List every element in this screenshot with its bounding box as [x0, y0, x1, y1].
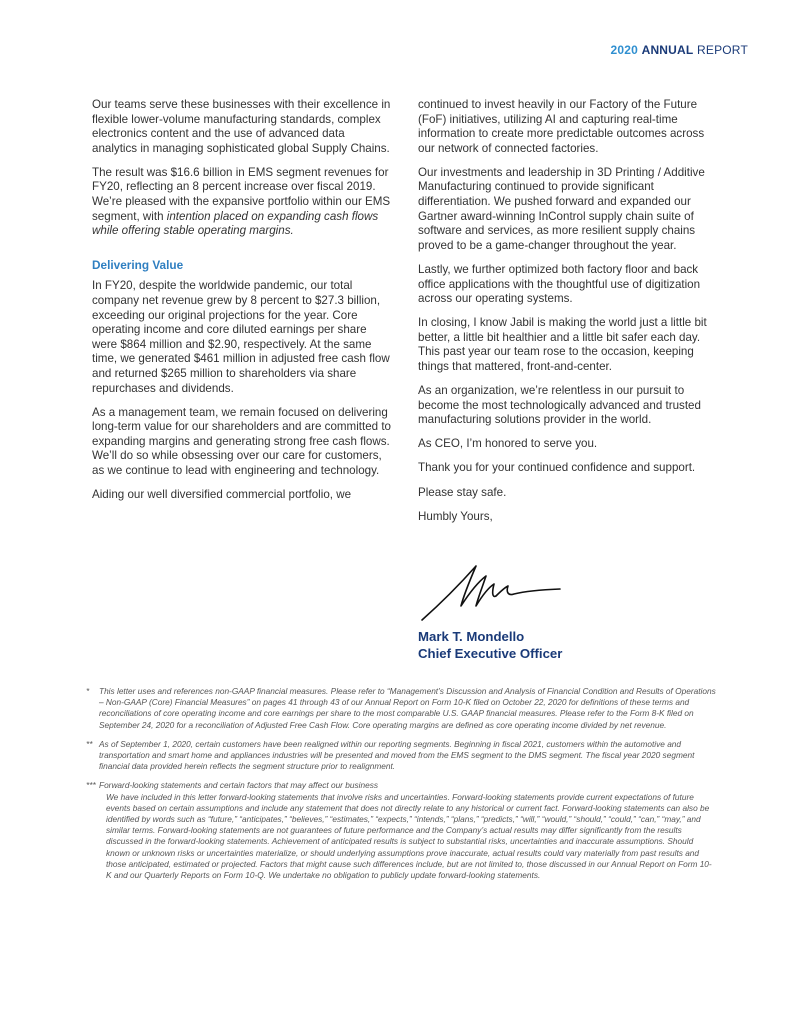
paragraph: Our teams serve these businesses with their excellence in flexible lower-volume manufacturing standards, complex electronics content and the use of advanced data analytics in managing sophisticated global Supply Chains.	[92, 98, 391, 155]
paragraph: As an organization, we’re relentless in our pursuit to become the most technologically advanced and trusted manufacturing solutions provider in the world.	[418, 384, 701, 427]
paragraph: Aiding our well diversified commercial portfolio, we	[92, 488, 352, 502]
paragraph-text: The result was $16.6 billion in EMS segment revenues for FY20, reflecting an 8 percent increase over fiscal 2019. We’re pleased with the expansive portfolio within our EMS segment, with	[92, 165, 391, 223]
paragraph: In FY20, despite the worldwide pandemic, our total company net revenue grew by 8 percent to $27.3 billion, exceeding our original projections for the year. Core operating income and core diluted earnings per share were $864 million and $2.90, respectively. At the same time, we generated $461 million in adjusted free cash flow and returned $265 million to shareholders via share repurchases and dividends.	[92, 279, 390, 395]
footnote	[86, 686, 717, 731]
paragraph	[92, 166, 392, 239]
footnotes	[86, 686, 717, 889]
footnote-title: Forward-looking statements and certain factors that may affect our business	[99, 780, 378, 791]
section-heading: Delivering Value	[92, 257, 184, 272]
paragraph-emphasis: intention placed on expanding cash flows while offering stable operating margins.	[92, 209, 379, 238]
paragraph: Humbly Yours,	[418, 509, 493, 523]
signature-image	[418, 562, 578, 622]
footnote-text: This letter uses and references non-GAAP financial measures. Please refer to “Management’s Discussion and Analysis of Financial Condition and Results of Operations – Non-GAAP (Core) Financial Measures” on pages 41 through 43 of our Annual Report on Form 10-K filed on October 22, 2020 for definitions of these terms and reconciliations of core operating income and core earnings per share to the most comparable U.S. GAAP financial measures. Please refer to the Form 8-K filed on September 24, 2020 for a reconciliation of Adjusted Free Cash Flow. Core operating margins are defined as core operating income divided by net revenue.	[99, 686, 716, 730]
paragraph: Please stay safe.	[418, 485, 507, 499]
footnote-marker: *	[86, 686, 90, 696]
footnote-marker: ***	[86, 780, 96, 791]
signer-title: Chief Executive Officer	[418, 646, 563, 661]
paragraph: Thank you for your continued confidence and support.	[418, 461, 696, 475]
paragraph: As CEO, I’m honored to serve you.	[418, 437, 598, 451]
footnote-text: As of September 1, 2020, certain customers have been realigned within our reporting segments. Beginning in fiscal 2021, customers within the automotive and transportation and smart home and appliances industries will be presented and moved from the EMS segment to the DMS segment. The fiscal year 2020 segment financial data provided herein reflects the segment structure prior to realignment.	[99, 738, 695, 772]
header-report: REPORT	[697, 43, 748, 57]
footnote	[86, 780, 717, 881]
footnote	[86, 738, 717, 773]
paragraph: Lastly, we further optimized both factory floor and back office applications with the thoughtful use of digitization across our operating systems.	[418, 262, 701, 306]
paragraph: As a management team, we remain focused on delivering long-term value for our shareholders and are committed to expanding margins and generating strong free cash flows. We’ll do so while obsessing over our care for customers, as we continue to lead with engineering and technology.	[92, 405, 392, 478]
paragraph: continued to invest heavily in our Factory of the Future (FoF) initiatives, utilizing AI and capturing real-time information to create more predictable outcomes across our network of connected factories.	[418, 98, 705, 155]
signer-block	[418, 628, 562, 662]
paragraph: Our investments and leadership in 3D Printing / Additive Manufacturing continued to provide significant differentiation. We pushed forward and expanded our Gartner award-winning InControl supply chain suite of software and services, as more resilient supply chains proved to be a game-changer throughout the year.	[418, 165, 705, 252]
signer-name: Mark T. Mondello	[418, 629, 525, 644]
left-column	[92, 98, 392, 512]
right-column	[418, 98, 718, 534]
footnote-text: We have included in this letter forward-looking statements that involve risks and uncertainties. Forward-looking statements provide current expectations of future events based on certain assumptions and include any statement that does not directly relate to any historical or current fact. Forward-looking statements can also be identified by words such as “future,” “anticipates,” “believes,” “estimates,” “expects,” “intends,” “plans,” “predicts,” “will,” “would,” “should,” “could,” “can,” “may,” and similar terms. Forward-looking statements are not guarantees of future performance and the Company’s actual results may differ significantly from the results discussed in the forward-looking statements. Achievement of anticipated results is subject to substantial risks, uncertainties and inaccurate assumptions. Should known or unknown risks or uncertainties materialize, or should underlying assumptions prove inaccurate, actual results could vary materially from past results and those anticipated, estimated or projected. Factors that might cause such differences include, but are not limited to, those discussed in our Annual Report on Form 10-K and our Quarterly Reports on Form 10-Q. We undertake no obligation to publicly update forward-looking statements.	[106, 791, 712, 881]
header-year: 2020	[610, 43, 639, 57]
report-header	[611, 43, 748, 57]
paragraph: In closing, I know Jabil is making the world just a little bit better, a little bit healthier and a little bit safer each day. This past year our team rose to the occasion, keeping things that mattered, front-and-center.	[418, 316, 707, 373]
header-annual: ANNUAL	[641, 43, 694, 57]
footnote-marker: **	[86, 738, 93, 749]
